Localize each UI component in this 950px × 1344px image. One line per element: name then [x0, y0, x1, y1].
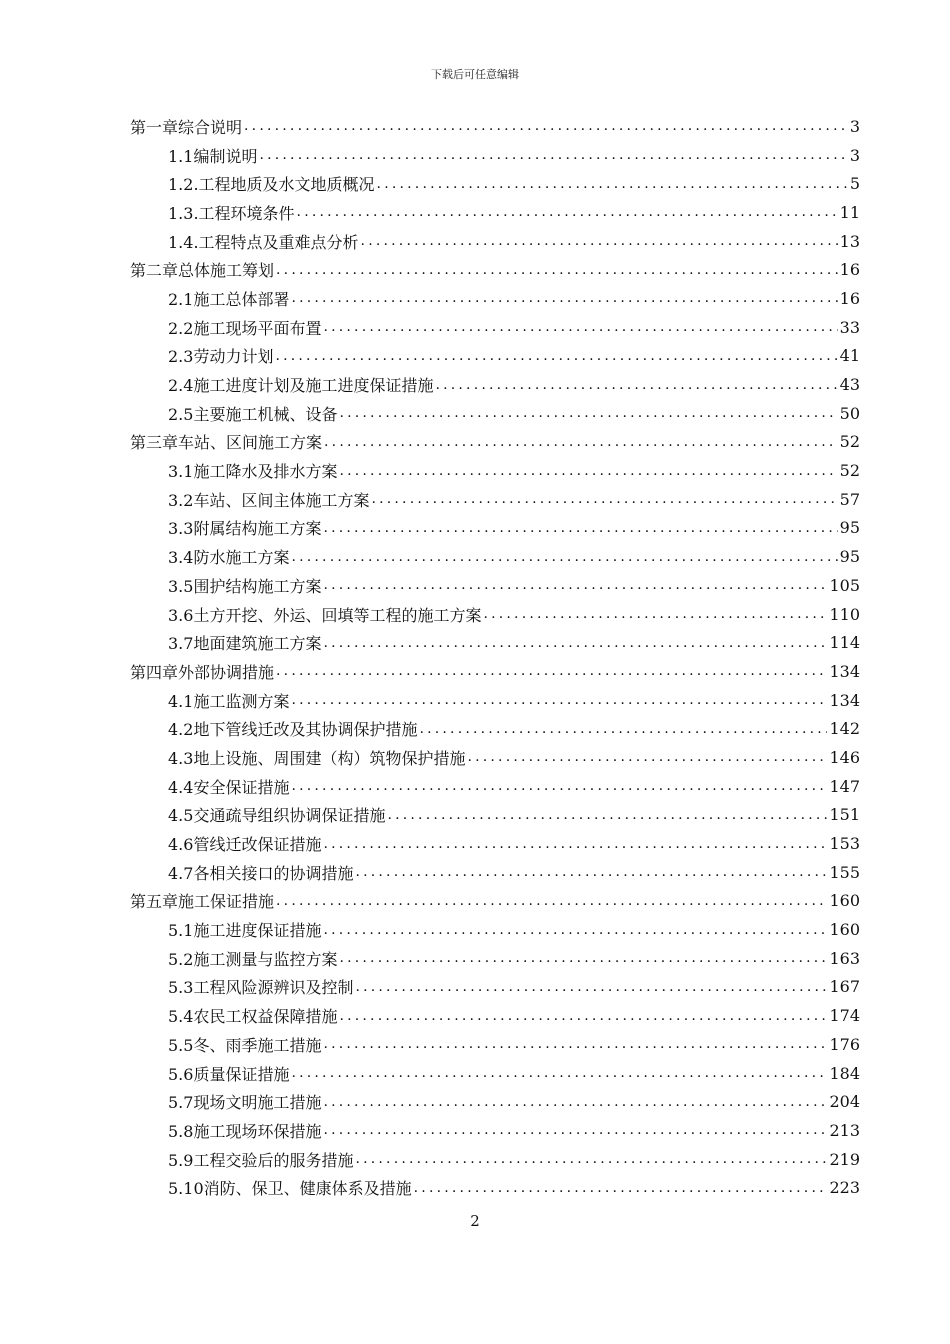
toc-chapter-entry[interactable]	[130, 657, 860, 686]
toc-section-entry[interactable]	[130, 1059, 860, 1088]
toc-section-entry[interactable]	[130, 772, 860, 801]
toc-entry-title: 5.4农民工权益保障措施	[168, 1007, 338, 1027]
toc-entry-page: 11	[839, 202, 860, 222]
toc-entry-page: 184	[829, 1063, 860, 1083]
toc-dot-leader	[323, 635, 827, 651]
toc-section-entry[interactable]	[130, 944, 860, 973]
toc-section-entry[interactable]	[130, 1001, 860, 1030]
toc-entry-title: 5.2施工测量与监控方案	[168, 949, 338, 969]
toc-entry-page: 160	[829, 920, 860, 940]
toc-dot-leader	[276, 663, 827, 679]
toc-entry-title: 第二章总体施工筹划	[130, 261, 275, 281]
toc-dot-leader	[355, 979, 827, 995]
toc-entry-title: 1.4.工程特点及重难点分析	[168, 232, 359, 252]
toc-entry-page: 41	[839, 346, 860, 366]
toc-section-entry[interactable]	[130, 858, 860, 887]
toc-chapter-entry[interactable]	[130, 428, 860, 457]
toc-entry-title: 1.2.工程地质及水文地质概况	[168, 175, 375, 195]
toc-dot-leader	[339, 463, 837, 479]
toc-section-entry[interactable]	[130, 169, 860, 198]
toc-dot-leader	[297, 204, 838, 220]
toc-entry-title: 3.7地面建筑施工方案	[168, 634, 322, 654]
toc-entry-page: 105	[829, 575, 860, 595]
toc-entry-page: 219	[829, 1149, 860, 1169]
toc-section-entry[interactable]	[130, 829, 860, 858]
toc-dot-leader	[291, 1065, 827, 1081]
toc-section-entry[interactable]	[130, 600, 860, 629]
toc-dot-leader	[276, 893, 827, 909]
toc-section-entry[interactable]	[130, 571, 860, 600]
toc-entry-page: 114	[829, 633, 860, 653]
toc-chapter-entry[interactable]	[130, 887, 860, 916]
toc-entry-title: 5.10消防、保卫、健康体系及措施	[168, 1179, 412, 1199]
toc-section-entry[interactable]	[130, 743, 860, 772]
toc-dot-leader	[291, 778, 827, 794]
toc-entry-page: 52	[839, 432, 860, 452]
toc-entry-title: 第三章车站、区间施工方案	[130, 433, 323, 453]
toc-dot-leader	[291, 549, 837, 565]
toc-entry-page: 5	[849, 174, 860, 194]
toc-dot-leader	[276, 262, 838, 278]
toc-dot-leader	[323, 1122, 827, 1138]
toc-entry-page: 204	[829, 1092, 860, 1112]
toc-section-entry[interactable]	[130, 1116, 860, 1145]
toc-entry-page: 223	[829, 1178, 860, 1198]
toc-entry-title: 2.4施工进度计划及施工进度保证措施	[168, 376, 434, 396]
toc-entry-title: 3.1施工降水及排水方案	[168, 462, 338, 482]
toc-entry-title: 5.3工程风险源辨识及控制	[168, 978, 354, 998]
toc-dot-leader	[371, 491, 837, 507]
toc-dot-leader	[291, 290, 837, 306]
toc-entry-title: 第一章综合说明	[130, 117, 243, 137]
toc-entry-page: 50	[839, 403, 860, 423]
toc-dot-leader	[323, 1036, 827, 1052]
toc-entry-page: 33	[839, 317, 860, 337]
toc-dot-leader	[291, 692, 827, 708]
toc-entry-page: 151	[829, 805, 860, 825]
toc-entry-title: 4.2地下管线迁改及其协调保护措施	[168, 720, 418, 740]
toc-entry-title: 5.8施工现场环保措施	[168, 1121, 322, 1141]
toc-entry-title: 1.3.工程环境条件	[168, 203, 295, 223]
toc-section-entry[interactable]	[130, 514, 860, 543]
toc-dot-leader	[355, 864, 827, 880]
toc-entry-title: 1.1编制说明	[168, 146, 258, 166]
toc-dot-leader	[483, 606, 827, 622]
toc-section-entry[interactable]	[130, 313, 860, 342]
toc-dot-leader	[339, 405, 837, 421]
toc-section-entry[interactable]	[130, 915, 860, 944]
toc-section-entry[interactable]	[130, 141, 860, 170]
toc-section-entry[interactable]	[130, 686, 860, 715]
toc-section-entry[interactable]	[130, 1173, 860, 1202]
toc-entry-page: 110	[829, 604, 860, 624]
toc-dot-leader	[435, 377, 837, 393]
toc-entry-page: 16	[839, 288, 860, 308]
toc-entry-page: 134	[829, 690, 860, 710]
toc-entry-title: 3.2车站、区间主体施工方案	[168, 490, 370, 510]
toc-entry-title: 2.3劳动力计划	[168, 347, 274, 367]
toc-entry-title: 5.1施工进度保证措施	[168, 921, 322, 941]
toc-section-entry[interactable]	[130, 1087, 860, 1116]
toc-entry-title: 4.1施工监测方案	[168, 691, 290, 711]
toc-entry-title: 4.5交通疏导组织协调保证措施	[168, 806, 386, 826]
toc-dot-leader	[339, 1008, 827, 1024]
toc-entry-page: 167	[829, 977, 860, 997]
toc-entry-title: 5.5冬、雨季施工措施	[168, 1035, 322, 1055]
page-number: 2	[470, 1212, 480, 1230]
toc-entry-page: 57	[839, 489, 860, 509]
toc-dot-leader	[377, 176, 848, 192]
toc-entry-page: 142	[829, 719, 860, 739]
toc-section-entry[interactable]	[130, 370, 860, 399]
toc-entry-page: 176	[829, 1034, 860, 1054]
toc-section-entry[interactable]	[130, 456, 860, 485]
toc-entry-title: 3.4防水施工方案	[168, 548, 290, 568]
toc-dot-leader	[323, 319, 837, 335]
toc-dot-leader	[414, 1180, 828, 1196]
toc-dot-leader	[323, 1094, 827, 1110]
toc-entry-title: 4.7各相关接口的协调措施	[168, 863, 354, 883]
toc-section-entry[interactable]	[130, 399, 860, 428]
toc-dot-leader	[323, 836, 827, 852]
toc-section-entry[interactable]	[130, 1145, 860, 1174]
toc-entry-title: 4.3地上设施、周围建（构）筑物保护措施	[168, 748, 466, 768]
toc-entry-title: 4.4安全保证措施	[168, 777, 290, 797]
toc-entry-page: 174	[829, 1006, 860, 1026]
toc-dot-leader	[355, 1151, 827, 1167]
toc-chapter-entry[interactable]	[130, 255, 860, 284]
toc-section-entry[interactable]	[130, 198, 860, 227]
toc-entry-page: 146	[829, 747, 860, 767]
toc-entry-page: 3	[849, 145, 860, 165]
toc-dot-leader	[323, 520, 837, 536]
toc-dot-leader	[323, 577, 827, 593]
toc-entry-page: 95	[839, 518, 860, 538]
toc-dot-leader	[387, 807, 827, 823]
toc-entry-title: 5.9工程交验后的服务措施	[168, 1150, 354, 1170]
toc-entry-page: 160	[829, 891, 860, 911]
toc-dot-leader	[323, 922, 827, 938]
toc-dot-leader	[467, 749, 827, 765]
toc-section-entry[interactable]	[130, 284, 860, 313]
toc-entry-title: 第五章施工保证措施	[130, 892, 275, 912]
toc-entry-title: 3.5围护结构施工方案	[168, 576, 322, 596]
toc-entry-page: 147	[829, 776, 860, 796]
toc-section-entry[interactable]	[130, 485, 860, 514]
toc-entry-page: 163	[829, 948, 860, 968]
page-header: 下载后可任意编辑	[431, 68, 519, 81]
toc-dot-leader	[419, 721, 827, 737]
toc-entry-page: 134	[829, 661, 860, 681]
toc-entry-title: 第四章外部协调措施	[130, 662, 275, 682]
toc-entry-title: 3.3附属结构施工方案	[168, 519, 322, 539]
toc-entry-page: 52	[839, 461, 860, 481]
toc-dot-leader	[324, 434, 838, 450]
toc-dot-leader	[339, 950, 827, 966]
toc-entry-page: 95	[839, 547, 860, 567]
toc-dot-leader	[259, 147, 847, 163]
toc-entry-page: 213	[829, 1120, 860, 1140]
toc-entry-page: 153	[829, 834, 860, 854]
toc-entry-title: 5.6质量保证措施	[168, 1064, 290, 1084]
toc-entry-page: 43	[839, 375, 860, 395]
toc-dot-leader	[275, 348, 837, 364]
toc-section-entry[interactable]	[130, 973, 860, 1002]
toc-section-entry[interactable]	[130, 227, 860, 256]
toc-entry-title: 2.1施工总体部署	[168, 289, 290, 309]
toc-entry-page: 155	[829, 862, 860, 882]
toc-section-entry[interactable]	[130, 801, 860, 830]
toc-section-entry[interactable]	[130, 1030, 860, 1059]
toc-entry-title: 3.6土方开挖、外运、回填等工程的施工方案	[168, 605, 482, 625]
toc-dot-leader	[361, 233, 838, 249]
toc-section-entry[interactable]	[130, 714, 860, 743]
toc-entry-title: 2.5主要施工机械、设备	[168, 404, 338, 424]
toc-section-entry[interactable]	[130, 628, 860, 657]
toc-chapter-entry[interactable]	[130, 112, 860, 141]
toc-entry-page: 3	[849, 116, 860, 136]
toc-entry-title: 2.2施工现场平面布置	[168, 318, 322, 338]
toc-dot-leader	[244, 118, 848, 134]
toc-entry-page: 13	[839, 231, 860, 251]
table-of-contents	[130, 112, 860, 1202]
toc-section-entry[interactable]	[130, 342, 860, 371]
toc-section-entry[interactable]	[130, 542, 860, 571]
toc-entry-title: 5.7现场文明施工措施	[168, 1093, 322, 1113]
toc-entry-page: 16	[839, 260, 860, 280]
toc-entry-title: 4.6管线迁改保证措施	[168, 835, 322, 855]
